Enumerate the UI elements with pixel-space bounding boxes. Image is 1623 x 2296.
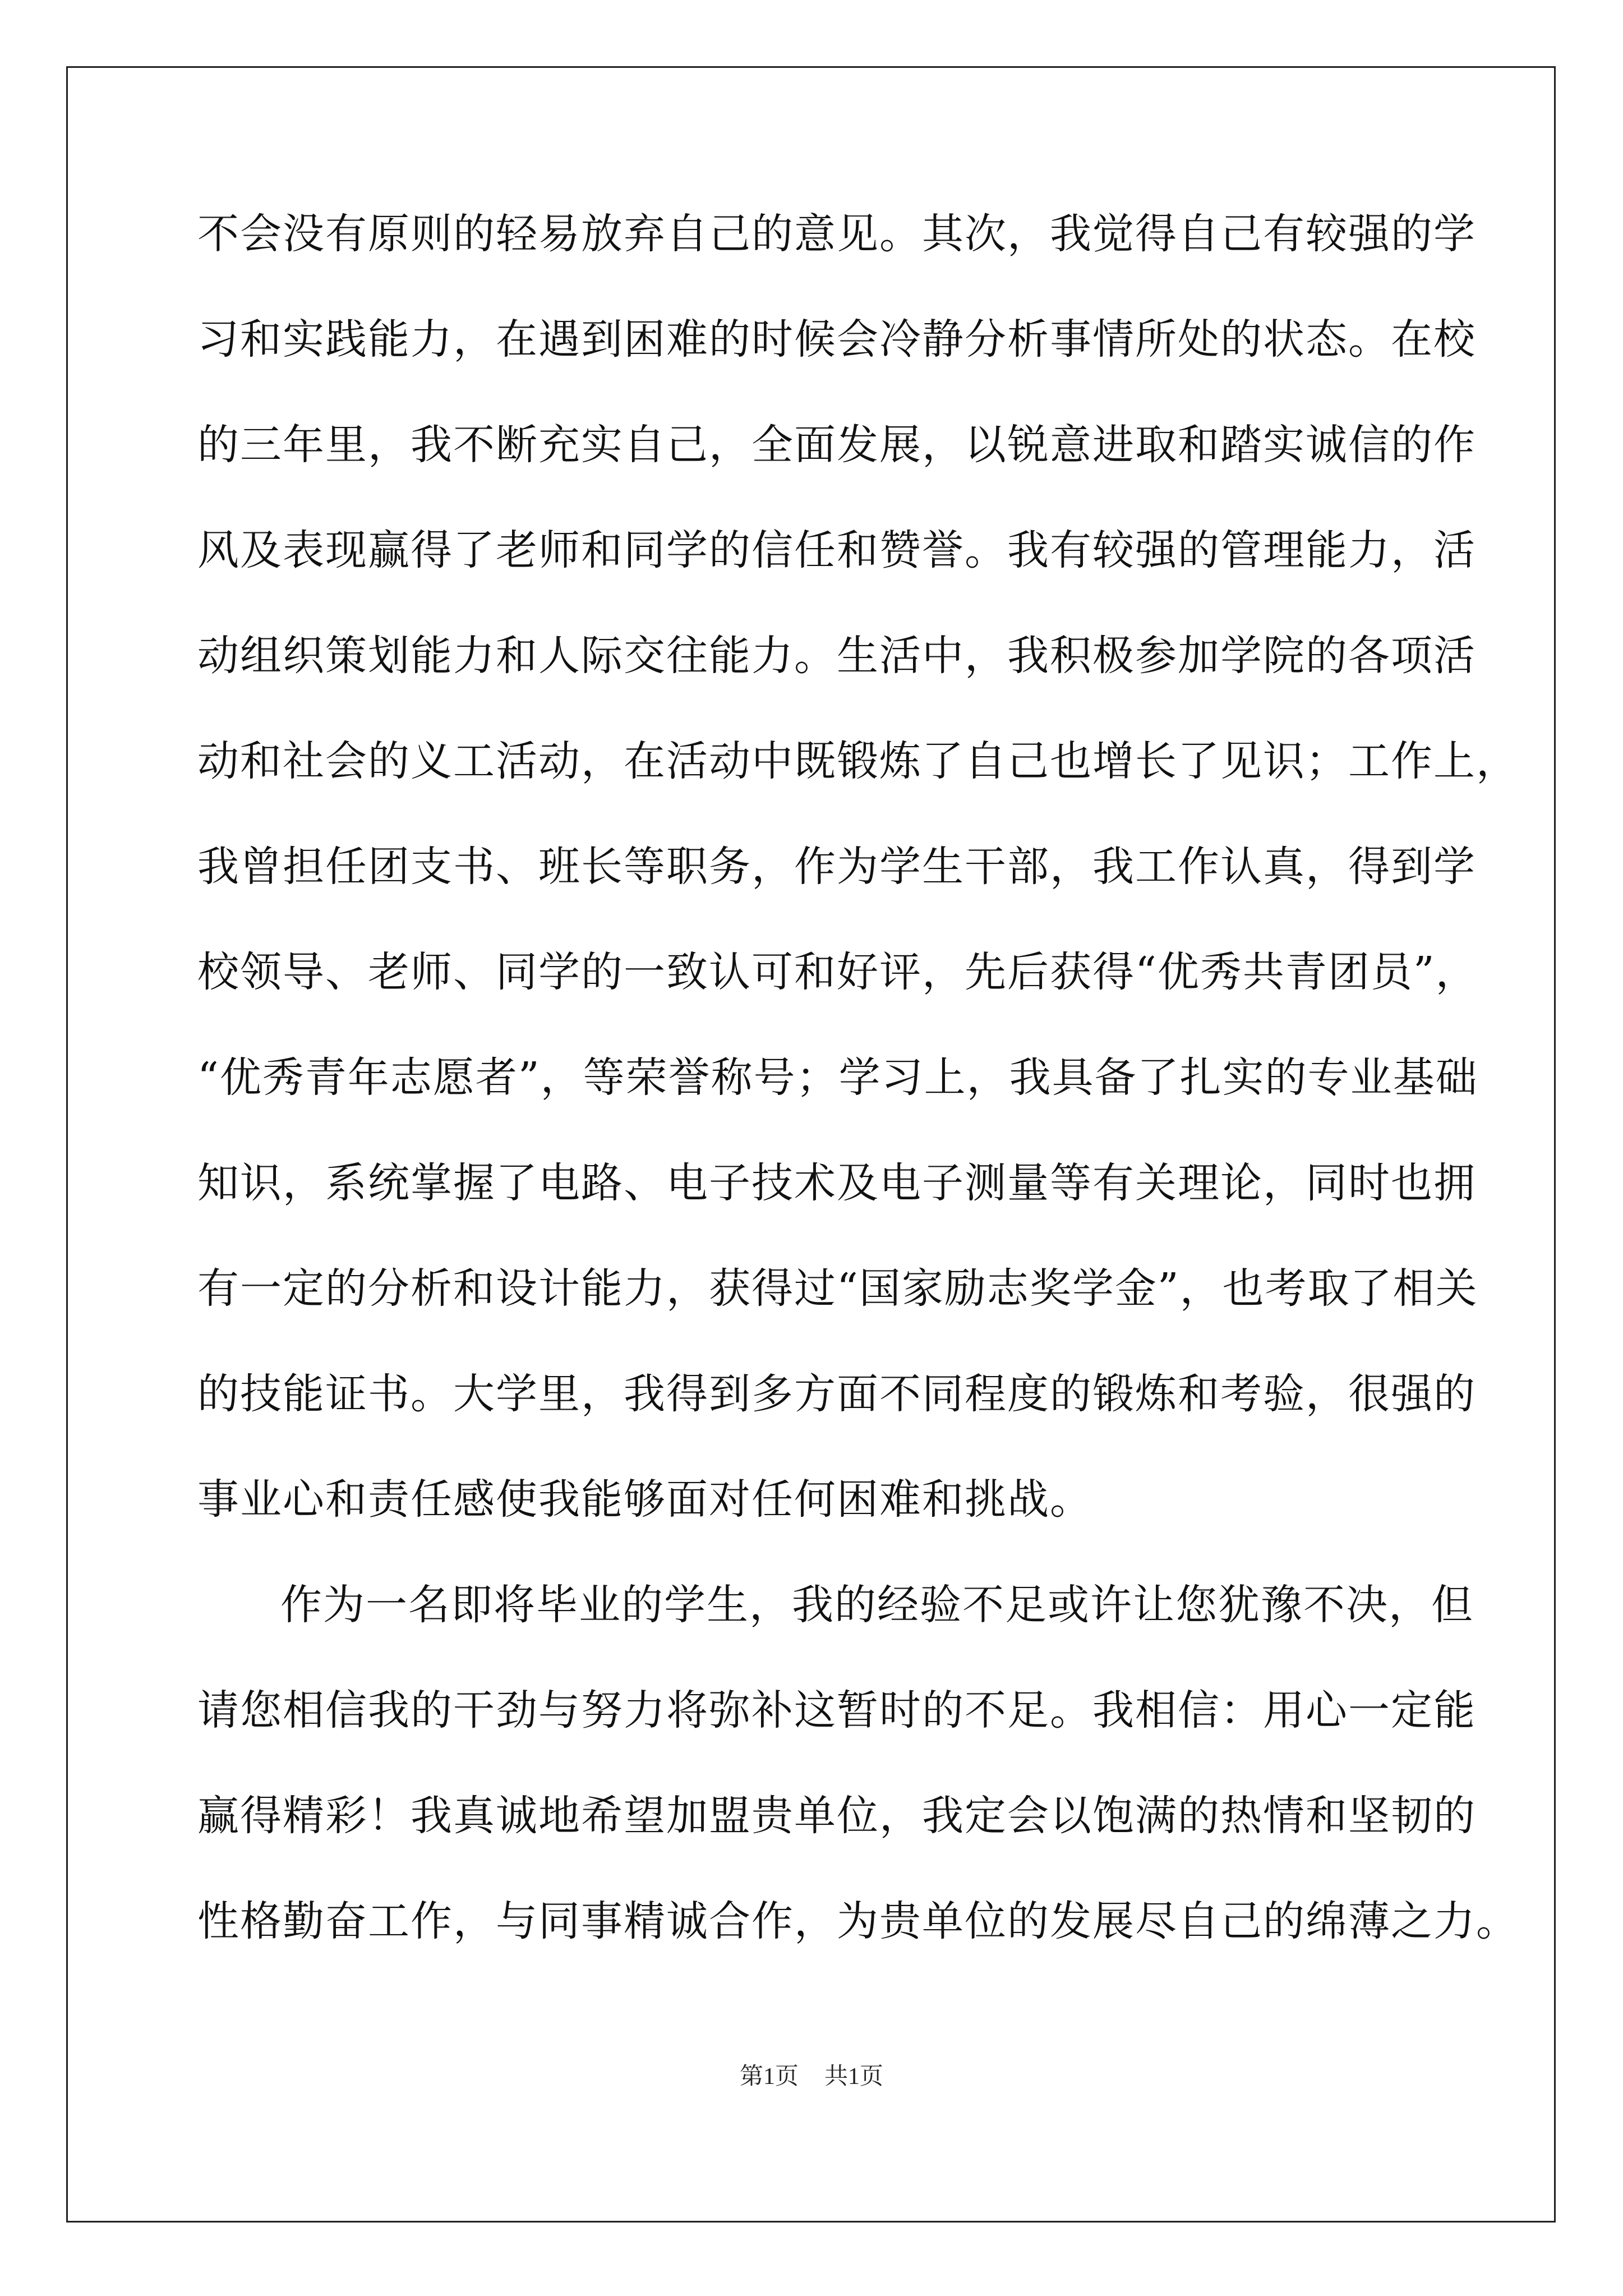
page-footer <box>0 2058 1623 2091</box>
text-line: 事业心和责任感使我能够面对任何困难和挑战。 <box>197 1475 1092 1524</box>
text-line: 不会没有原则的轻易放弃自己的意见。其次，我觉得自己有较强的学 <box>197 210 1476 258</box>
text-line: 动组织策划能力和人际交往能力。生活中，我积极参加学院的各项活 <box>197 632 1476 680</box>
text-line: “优秀青年志愿者”，等荣誉称号；学习上，我具备了扎实的专业基础 <box>197 1053 1478 1102</box>
text-line: 风及表现赢得了老师和同学的信任和赞誉。我有较强的管理能力，活 <box>197 526 1476 574</box>
page-number-total: 共1页 <box>824 2064 884 2090</box>
text-line: 知识，系统掌握了电路、电子技术及电子测量等有关理论，同时也拥 <box>197 1159 1476 1207</box>
text-line: 我曾担任团支书、班长等职务，作为学生干部，我工作认真，得到学 <box>197 843 1476 891</box>
document-body <box>197 210 1519 2006</box>
page-number-current: 第1页 <box>739 2064 799 2090</box>
text-line: 的技能证书。大学里，我得到多方面不同程度的锻炼和考验，很强的 <box>197 1370 1476 1418</box>
text-line: 校领导、老师、同学的一致认可和好评，先后获得“优秀共青团员”， <box>197 948 1478 996</box>
text-line: 请您相信我的干劲与努力将弥补这暂时的不足。我相信：用心一定能 <box>197 1686 1476 1734</box>
text-line: 的三年里，我不断充实自己，全面发展，以锐意进取和踏实诚信的作 <box>197 421 1476 469</box>
text-line: 性格勤奋工作，与同事精诚合作，为贵单位的发展尽自己的绵薄之力。 <box>197 1897 1519 1945</box>
text-line: 有一定的分析和设计能力，获得过“国家励志奖学金”，也考取了相关 <box>197 1264 1478 1313</box>
text-line: 习和实践能力，在遇到困难的时候会冷静分析事情所处的状态。在校 <box>197 315 1476 364</box>
text-line-paragraph-start: 作为一名即将毕业的学生，我的经验不足或许让您犹豫不决，但 <box>280 1581 1474 1629</box>
text-line: 赢得精彩！我真诚地希望加盟贵单位，我定会以饱满的热情和坚韧的 <box>197 1792 1476 1840</box>
text-line: 动和社会的义工活动，在活动中既锻炼了自己也增长了见识；工作上， <box>197 737 1519 785</box>
